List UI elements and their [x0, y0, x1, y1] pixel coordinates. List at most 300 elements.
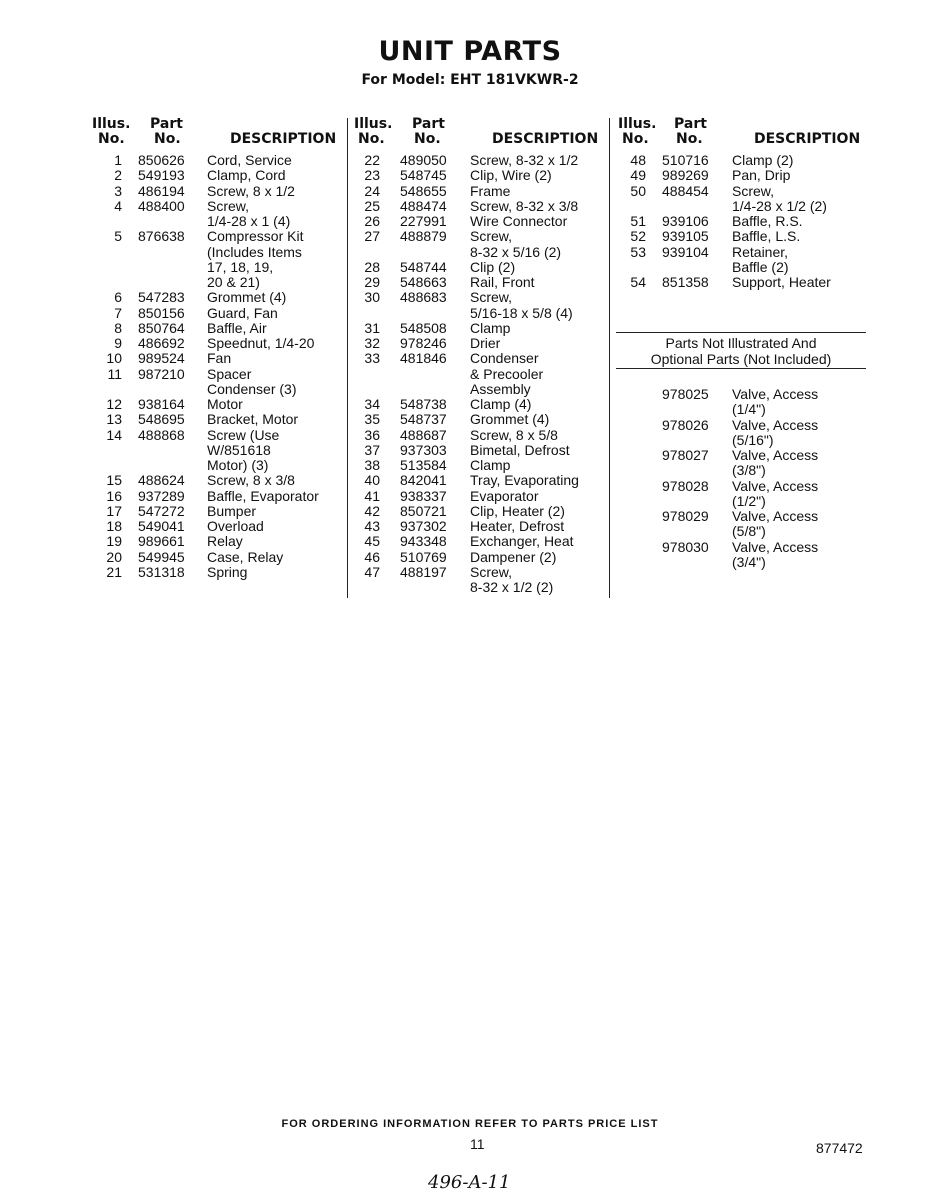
part-description: 8-32 x 5/16 (2) — [470, 243, 562, 260]
part-description: (Includes Items — [207, 243, 302, 260]
illus-number: 33 — [364, 350, 380, 367]
illus-number: 24 — [364, 182, 380, 199]
illus-number: 52 — [630, 228, 646, 245]
part-description: Clamp (2) — [732, 152, 794, 168]
part-description: Exchanger, Heat — [470, 533, 574, 550]
part-description: Screw, — [470, 563, 513, 580]
column-header — [614, 115, 870, 153]
illus-number: 41 — [364, 487, 380, 504]
part-number: 547283 — [138, 289, 185, 306]
part-description: Clip (2) — [470, 258, 516, 275]
part-header-line2: No. — [414, 131, 441, 147]
part-description: Dampener (2) — [470, 548, 557, 565]
part-description: Heater, Defrost — [470, 518, 565, 534]
illus-number: 18 — [106, 518, 122, 534]
illus-header-line2: No. — [98, 131, 125, 147]
table-row — [352, 306, 602, 321]
part-number: 549041 — [138, 518, 185, 534]
table-row — [88, 504, 340, 519]
table-row — [352, 367, 602, 382]
table-row — [352, 580, 602, 595]
part-description: Rail, Front — [470, 274, 535, 290]
illus-number: 43 — [364, 518, 380, 534]
part-description: Motor) (3) — [207, 457, 269, 473]
part-number: 488687 — [400, 426, 447, 443]
page-number: 11 — [470, 1136, 485, 1152]
part-number: 548737 — [400, 411, 447, 428]
table-row — [352, 550, 602, 565]
illus-number: 23 — [364, 167, 380, 184]
part-number: 548663 — [400, 274, 447, 290]
part-description: Spring — [207, 563, 248, 580]
part-number: 937303 — [400, 441, 447, 458]
part-description: Clamp — [470, 457, 511, 473]
part-number: 227991 — [400, 213, 447, 229]
part-description: Retainer, — [732, 243, 789, 260]
part-description: Screw, 8 x 5/8 — [470, 426, 558, 443]
illus-number: 9 — [114, 335, 122, 351]
illus-number: 31 — [364, 319, 380, 336]
part-description: Condenser (3) — [207, 380, 297, 397]
part-number: 513584 — [400, 457, 447, 473]
part-description: Screw, — [470, 289, 513, 306]
part-description: Guard, Fan — [207, 304, 278, 321]
table-row — [614, 463, 870, 478]
part-number: 488197 — [400, 563, 447, 580]
table-row — [352, 336, 602, 351]
part-description: Screw, 8-32 x 1/2 — [470, 152, 579, 168]
illus-number: 42 — [364, 502, 380, 519]
illus-number: 54 — [630, 274, 646, 290]
illus-number: 45 — [364, 533, 380, 550]
part-description: Speednut, 1/4-20 — [207, 335, 315, 351]
part-number: 938164 — [138, 396, 185, 412]
part-number: 488879 — [400, 228, 447, 245]
part-description: Baffle, L.S. — [732, 228, 801, 245]
table-row — [88, 565, 340, 580]
part-number: 987210 — [138, 365, 185, 382]
part-number: 850156 — [138, 304, 185, 321]
part-description: Wire Connector — [470, 213, 568, 229]
part-description: Valve, Access — [732, 447, 819, 463]
table-row — [352, 290, 602, 305]
part-description: Bumper — [207, 502, 257, 519]
table-row — [88, 184, 340, 199]
part-description: Baffle (2) — [732, 258, 789, 275]
table-row — [88, 351, 340, 366]
part-description: Relay — [207, 533, 243, 550]
table-row — [614, 199, 870, 214]
table-row — [88, 534, 340, 549]
part-description: Baffle, R.S. — [732, 213, 803, 229]
illus-number: 3 — [114, 182, 122, 199]
part-number: 548508 — [400, 319, 447, 336]
table-row — [352, 473, 602, 488]
optional-heading-line2: Optional Parts (Not Included) — [650, 351, 832, 367]
part-number: 549193 — [138, 167, 185, 184]
part-number: 531318 — [138, 563, 185, 580]
part-number: 510769 — [400, 548, 447, 565]
illus-number: 27 — [364, 228, 380, 245]
part-number: 937289 — [138, 487, 185, 504]
section-rule — [616, 368, 866, 369]
table-row — [88, 443, 340, 458]
part-description: Clip, Wire (2) — [470, 167, 552, 184]
illus-number: 5 — [114, 228, 122, 245]
illus-number: 37 — [364, 441, 380, 458]
part-description: & Precooler — [470, 365, 544, 382]
illus-number: 46 — [364, 548, 380, 565]
table-row — [88, 214, 340, 229]
part-description: Bracket, Motor — [207, 411, 299, 428]
table-row — [352, 260, 602, 275]
illus-number: 28 — [364, 258, 380, 275]
illus-number: 30 — [364, 289, 380, 306]
part-number: 978027 — [662, 447, 709, 463]
table-row — [352, 275, 602, 290]
part-header-line2: No. — [154, 131, 181, 147]
part-description: Valve, Access — [732, 538, 819, 555]
part-description: 1/4-28 x 1/2 (2) — [732, 197, 827, 214]
illus-number: 50 — [630, 182, 646, 199]
table-row — [88, 290, 340, 305]
part-number: 488683 — [400, 289, 447, 306]
illus-number: 1 — [114, 152, 122, 168]
part-number: 548744 — [400, 258, 447, 275]
parts-list — [88, 153, 340, 580]
table-row — [88, 199, 340, 214]
parts-list — [352, 153, 602, 595]
part-number: 510716 — [662, 152, 709, 168]
part-description: 5/16-18 x 5/8 (4) — [470, 304, 573, 321]
table-row — [352, 214, 602, 229]
part-number: 943348 — [400, 533, 447, 550]
part-number: 548695 — [138, 411, 185, 428]
part-number: 978025 — [662, 386, 709, 402]
table-row — [88, 336, 340, 351]
illus-number: 4 — [114, 197, 122, 214]
part-header-line1: Part — [150, 116, 183, 132]
illus-number: 32 — [364, 335, 380, 351]
part-header-line1: Part — [412, 116, 445, 132]
table-row — [352, 184, 602, 199]
illus-number: 7 — [114, 304, 122, 321]
part-number: 842041 — [400, 472, 447, 489]
table-row — [614, 229, 870, 244]
illus-number: 47 — [364, 563, 380, 580]
illus-number: 2 — [114, 167, 122, 184]
illus-number: 26 — [364, 213, 380, 229]
table-row — [352, 489, 602, 504]
table-row — [352, 428, 602, 443]
illus-number: 10 — [106, 350, 122, 367]
column-divider — [347, 118, 348, 598]
illus-header-line2: No. — [358, 131, 385, 147]
part-description: Screw, 8-32 x 3/8 — [470, 197, 579, 214]
illus-header-line1: Illus. — [92, 116, 131, 132]
part-number: 486692 — [138, 335, 185, 351]
part-description: Clip, Heater (2) — [470, 502, 565, 519]
part-description: Support, Heater — [732, 274, 831, 290]
optional-parts-heading — [616, 335, 866, 367]
part-description: Cord, Service — [207, 152, 292, 168]
part-description: Frame — [470, 182, 511, 199]
part-number: 978029 — [662, 508, 709, 524]
optional-heading-line1: Parts Not Illustrated And — [665, 335, 817, 351]
table-row — [614, 524, 870, 539]
part-description: Compressor Kit — [207, 228, 304, 245]
table-row — [88, 458, 340, 473]
part-description: Grommet (4) — [207, 289, 287, 306]
part-description: (3/4") — [732, 553, 766, 570]
part-description: Motor — [207, 396, 243, 412]
table-row — [88, 153, 340, 168]
table-row — [352, 565, 602, 580]
table-row — [352, 458, 602, 473]
part-number: 488400 — [138, 197, 185, 214]
description-header: DESCRIPTION — [230, 131, 337, 147]
table-row — [88, 382, 340, 397]
table-row — [614, 448, 870, 463]
handwritten-annotation: 496-A-11 — [428, 1172, 511, 1193]
illus-number: 40 — [364, 472, 380, 489]
table-row — [614, 540, 870, 555]
column-header — [352, 115, 602, 153]
part-description: Baffle, Air — [207, 319, 267, 336]
part-description: (1/2") — [732, 492, 766, 509]
table-row — [352, 229, 602, 244]
table-row — [352, 504, 602, 519]
illus-number: 14 — [106, 426, 122, 443]
part-number: 989524 — [138, 350, 185, 367]
illus-header-line1: Illus. — [354, 116, 393, 132]
part-number: 876638 — [138, 228, 185, 245]
part-description: W/851618 — [207, 441, 271, 458]
table-row — [88, 428, 340, 443]
illus-number: 12 — [106, 396, 122, 412]
table-row — [88, 519, 340, 534]
illus-number: 34 — [364, 396, 380, 412]
illus-number: 16 — [106, 487, 122, 504]
part-description: Case, Relay — [207, 548, 284, 565]
part-description: Clamp, Cord — [207, 167, 286, 184]
part-description: Clamp (4) — [470, 396, 532, 412]
part-description: Screw, 8 x 3/8 — [207, 472, 295, 489]
part-number: 989661 — [138, 533, 185, 550]
table-row — [614, 260, 870, 275]
illus-number: 8 — [114, 319, 122, 336]
part-number: 488624 — [138, 472, 185, 489]
part-description: (3/8") — [732, 462, 766, 479]
illus-number: 29 — [364, 274, 380, 290]
table-row — [614, 387, 870, 402]
illus-number: 25 — [364, 197, 380, 214]
illus-number: 19 — [106, 533, 122, 550]
part-number: 488474 — [400, 197, 447, 214]
table-row — [88, 412, 340, 427]
table-row — [88, 306, 340, 321]
table-row — [614, 494, 870, 509]
illus-number: 36 — [364, 426, 380, 443]
table-row — [352, 199, 602, 214]
document-number: 877472 — [816, 1140, 863, 1156]
table-row — [614, 509, 870, 524]
table-row — [352, 519, 602, 534]
part-number: 939105 — [662, 228, 709, 245]
parts-column-1 — [88, 115, 340, 580]
description-header: DESCRIPTION — [754, 131, 861, 147]
part-description: Evaporator — [470, 487, 539, 504]
part-description: Screw (Use — [207, 426, 280, 443]
part-number: 851358 — [662, 274, 709, 290]
part-description: Grommet (4) — [470, 411, 550, 428]
part-number: 978026 — [662, 416, 709, 433]
part-number: 850764 — [138, 319, 185, 336]
table-row — [88, 367, 340, 382]
table-row — [88, 275, 340, 290]
table-row — [88, 321, 340, 336]
part-number: 481846 — [400, 350, 447, 367]
part-number: 489050 — [400, 152, 447, 168]
part-number: 938337 — [400, 487, 447, 504]
table-row — [614, 184, 870, 199]
part-description: Screw, 8 x 1/2 — [207, 182, 295, 199]
part-number: 549945 — [138, 548, 185, 565]
part-description: Drier — [470, 335, 501, 351]
table-row — [88, 473, 340, 488]
part-description: Screw, — [470, 228, 513, 245]
part-description: Tray, Evaporating — [470, 472, 579, 489]
part-number: 547272 — [138, 502, 185, 519]
part-description: Fan — [207, 350, 232, 367]
table-row — [614, 402, 870, 417]
table-row — [614, 168, 870, 183]
part-description: Valve, Access — [732, 508, 819, 524]
table-row — [614, 153, 870, 168]
part-description: Bimetal, Defrost — [470, 441, 570, 458]
part-number: 488868 — [138, 426, 185, 443]
part-number: 548745 — [400, 167, 447, 184]
section-rule — [616, 332, 866, 333]
illus-number: 11 — [107, 365, 122, 382]
parts-column-2 — [352, 115, 602, 595]
illus-header-line2: No. — [622, 131, 649, 147]
table-row — [352, 382, 602, 397]
optional-parts-list — [614, 387, 870, 570]
description-header: DESCRIPTION — [492, 131, 599, 147]
part-description: Condenser — [470, 350, 539, 367]
table-row — [88, 245, 340, 260]
table-row — [352, 534, 602, 549]
column-divider — [609, 118, 610, 598]
part-description: (5/16") — [732, 431, 774, 448]
part-number: 978246 — [400, 335, 447, 351]
part-description: Spacer — [207, 365, 252, 382]
table-row — [614, 555, 870, 570]
table-row — [88, 550, 340, 565]
table-row — [88, 260, 340, 275]
part-number: 486194 — [138, 182, 185, 199]
parts-list — [614, 153, 870, 290]
table-row — [352, 321, 602, 336]
table-row — [614, 245, 870, 260]
part-description: Screw, — [207, 197, 250, 214]
table-row — [614, 275, 870, 290]
part-description: Clamp — [470, 319, 511, 336]
illus-number: 51 — [630, 213, 646, 229]
part-description: Assembly — [470, 380, 531, 397]
table-row — [352, 397, 602, 412]
illus-number: 49 — [630, 167, 646, 184]
part-number: 850721 — [400, 502, 447, 519]
part-description: Screw, — [732, 182, 775, 199]
part-number: 978030 — [662, 538, 709, 555]
part-description: Valve, Access — [732, 416, 819, 433]
part-number: 978028 — [662, 477, 709, 494]
part-description: Pan, Drip — [732, 167, 791, 184]
ordering-info-footer: FOR ORDERING INFORMATION REFER TO PARTS PRICE LIST — [281, 1118, 659, 1130]
illus-number: 22 — [364, 152, 380, 168]
part-description: Valve, Access — [732, 477, 819, 494]
table-row — [352, 168, 602, 183]
illus-number: 13 — [106, 411, 122, 428]
illus-number: 15 — [106, 472, 122, 489]
part-number: 939106 — [662, 213, 709, 229]
parts-column-3 — [614, 115, 870, 290]
illus-number: 35 — [364, 411, 380, 428]
table-row — [88, 229, 340, 244]
illus-number: 20 — [106, 548, 122, 565]
part-number: 989269 — [662, 167, 709, 184]
column-header — [88, 115, 340, 153]
part-description: Valve, Access — [732, 386, 819, 402]
part-description: 20 & 21) — [207, 274, 260, 290]
table-row — [614, 479, 870, 494]
illus-number: 17 — [106, 502, 122, 519]
part-number: 548655 — [400, 182, 447, 199]
part-number: 548738 — [400, 396, 447, 412]
table-row — [352, 153, 602, 168]
table-row — [352, 245, 602, 260]
table-row — [352, 443, 602, 458]
table-row — [352, 351, 602, 366]
illus-number: 48 — [630, 152, 646, 168]
part-number: 850626 — [138, 152, 185, 168]
part-number: 939104 — [662, 243, 709, 260]
table-row — [614, 418, 870, 433]
model-subtitle: For Model: EHT 181VKWR-2 — [361, 72, 579, 88]
table-row — [88, 489, 340, 504]
table-row — [352, 412, 602, 427]
illus-number: 6 — [114, 289, 122, 306]
illus-number: 21 — [106, 563, 122, 580]
page-title: UNIT PARTS — [378, 36, 562, 67]
table-row — [614, 433, 870, 448]
table-row — [88, 397, 340, 412]
part-header-line2: No. — [676, 131, 703, 147]
table-row — [614, 214, 870, 229]
illus-header-line1: Illus. — [618, 116, 657, 132]
table-row — [88, 168, 340, 183]
illus-number: 38 — [364, 457, 380, 473]
part-header-line1: Part — [674, 116, 707, 132]
part-description: 8-32 x 1/2 (2) — [470, 579, 554, 595]
part-description: (5/8") — [732, 523, 766, 540]
illus-number: 53 — [630, 243, 646, 260]
part-description: (1/4") — [732, 401, 766, 418]
part-number: 937302 — [400, 518, 447, 534]
part-number: 488454 — [662, 182, 709, 199]
